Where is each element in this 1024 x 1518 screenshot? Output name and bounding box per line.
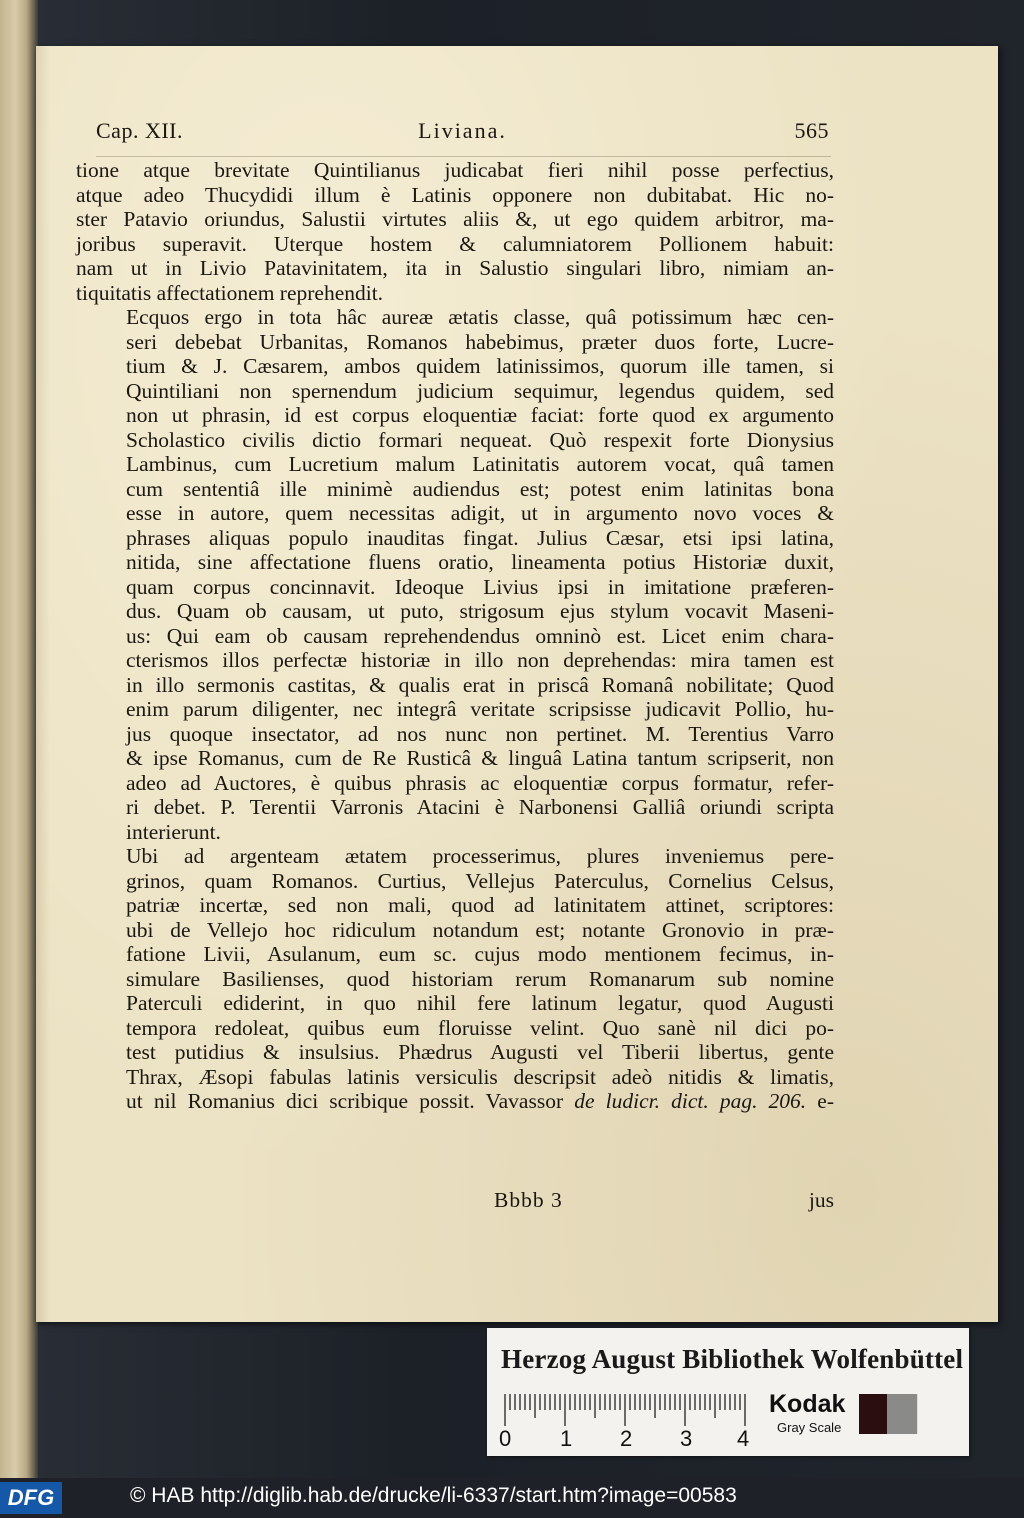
text-segment: ut nil Romanius dici scribique possit. Vavassor	[126, 1089, 575, 1113]
gray-swatch-mid	[887, 1394, 917, 1434]
citation-italic: de ludicr. dict. pag. 206.	[574, 1089, 807, 1113]
text-line: Paterculi ediderint, in quo nihil fere latinum legatur, quod Augusti	[126, 991, 834, 1015]
text-line: dus. Quam ob causam, ut puto, strigosum ejus stylum vocavit Maseni-	[126, 599, 834, 623]
color-scale-card	[487, 1328, 969, 1456]
ruler-number: 3	[680, 1426, 693, 1451]
library-name: Herzog August Bibliothek Wolfenbüttel	[501, 1344, 964, 1374]
text-line: patriæ incertæ, sed non mali, quod ad latinitatem attinet, scriptores:	[126, 893, 834, 917]
text-line-final	[76, 1089, 834, 1114]
gray-swatch-dark	[859, 1394, 887, 1434]
text-line: fatione Livii, Asulanum, eum sc. cujus modo mentionem fecimus, in-	[126, 942, 834, 966]
text-line: quam corpus concinnavit. Ideoque Livius ipsi in imitatione præferen-	[126, 574, 834, 599]
footer-bar	[0, 1478, 1024, 1518]
paragraph-2	[76, 305, 834, 844]
text-line: Ubi ad argenteam ætatem processerimus, plures inveniemus pere-	[126, 844, 834, 868]
ruler-icon	[501, 1388, 751, 1428]
text-segment: e-	[806, 1089, 834, 1113]
body-text	[76, 158, 834, 1114]
kodak-logo: Kodak	[769, 1390, 846, 1418]
text-line: seri debebat Urbanitas, Romanos habebimus, præter duos forte, Lucre-	[126, 329, 834, 354]
text-line: Thrax, Æsopi fabulas latinis versiculis descripsit adeò nitidis & limatis,	[126, 1064, 834, 1089]
text-line: tione atque brevitate Quintilianus judicabat fieri nihil posse perfectius,	[76, 158, 834, 182]
book-page-scan	[36, 46, 998, 1322]
text-line: joribus superavit. Uterque hostem & calumniatorem Pollionem habuit:	[76, 231, 834, 256]
text-line: tempora redoleat, quibus eum floruisse velint. Quo sanè nil dici po-	[126, 1015, 834, 1040]
text-line: tium & J. Cæsarem, ambos quidem latinissimos, quorum ille tamen, si	[126, 354, 834, 378]
text-line: non ut phrasin, id est corpus eloquentiæ faciat: forte quod ex argumento	[126, 403, 834, 427]
text-line: Lambinus, cum Lucretium malum Latinitatis autorem vocat, quâ tamen	[126, 452, 834, 476]
text-line: enim parum diligenter, nec integrâ veritate scripsisse judicavit Pollio, hu-	[126, 697, 834, 721]
text-line: Quintiliani non spernendum judicium sequimur, legendus quidem, sed	[126, 378, 834, 403]
page-number: 565	[794, 118, 829, 143]
text-line: & ipse Romanus, cum de Re Rusticâ & linguâ Latina tantum scripserit, non	[126, 746, 834, 770]
gray-swatch-light	[917, 1394, 958, 1434]
text-line: Ecquos ergo in tota hâc aureæ ætatis classe, quâ potissimum hæc cen-	[126, 305, 834, 329]
previous-page-edge	[0, 0, 38, 1478]
ruler-number: 1	[560, 1426, 573, 1451]
text-line: atque adeo Thucydidi illum è Latinis opponere non dubitabat. Hic no-	[76, 182, 834, 207]
text-line: ri debet. P. Terentii Varronis Atacini è Narbonensi Galliâ oriundi scripta	[126, 795, 834, 819]
text-line: tiquitatis affectationem reprehendit.	[76, 280, 384, 305]
text-line: Scholastico civilis dictio formari nequeat. Quò respexit forte Dionysius	[126, 427, 834, 452]
text-line: adeo ad Auctores, è quibus phrasis ac eloquentiæ corpus formatur, refer-	[126, 770, 834, 795]
text-line: cterismos illos perfectæ historiæ in illo non deprehendas: mira tamen est	[126, 648, 834, 672]
page-foot	[76, 1188, 834, 1214]
signature-mark: Bbbb 3	[494, 1188, 563, 1212]
section-heading: Liviana.	[418, 118, 507, 143]
text-line: grinos, quam Romanos. Curtius, Vellejus Paterculus, Cornelius Celsus,	[126, 868, 834, 893]
ruler-number: 4	[737, 1426, 750, 1451]
paragraph-1	[76, 158, 834, 305]
dfg-logo[interactable]: DFG	[0, 1482, 62, 1514]
gray-scale-label: Gray Scale	[777, 1420, 842, 1435]
chapter-heading: Cap. XII.	[96, 118, 183, 143]
text-line: test putidius & insulsius. Phædrus Augusti vel Tiberii libertus, gente	[126, 1040, 834, 1064]
text-line: jus quoque insectator, ad nos nunc non pertinet. M. Terentius Varro	[126, 721, 834, 746]
text-line: ubi de Vellejo hoc ridiculum notandum est; notante Gronovio in præ-	[126, 917, 834, 942]
text-line: simulare Basilienses, quod historiam rerum Romanarum sub nomine	[126, 966, 834, 991]
text-line: in illo sermonis castitas, & qualis erat in priscâ Romanâ nobilitate; Quod	[126, 672, 834, 697]
text-line: esse in autore, quem necessitas adigit, ut in argumento novo voces &	[126, 501, 834, 525]
text-line: phrases aliquas populo inauditas fingat. Julius Cæsar, etsi ipsi latina,	[126, 525, 834, 550]
ruler-number: 2	[620, 1426, 633, 1451]
text-line: us: Qui eam ob causam reprehendendus omninò est. Licet enim chara-	[126, 623, 834, 648]
head-rule	[96, 156, 831, 157]
catchword: jus	[808, 1188, 834, 1212]
text-line: ster Patavio oriundus, Salustii virtutes aliis &, ut ego quidem arbitror, ma-	[76, 207, 834, 231]
text-line: nam ut in Livio Patavinitatem, ita in Salustio singulari libro, nimiam an-	[76, 256, 834, 280]
text-line: cum sententiâ ille minimè audiendus est; potest enim latinitas bona	[126, 476, 834, 501]
ruler-number: 0	[499, 1426, 512, 1451]
text-line: interierunt.	[126, 819, 221, 844]
paragraph-3	[76, 844, 834, 1114]
running-head	[96, 118, 829, 152]
text-line: nitida, sine affectatione fluens oratio, lineamenta potius Historiæ duxit,	[126, 550, 834, 574]
copyright-link[interactable]: © HAB http://diglib.hab.de/drucke/li-6337/start.htm?image=00583	[130, 1484, 737, 1507]
